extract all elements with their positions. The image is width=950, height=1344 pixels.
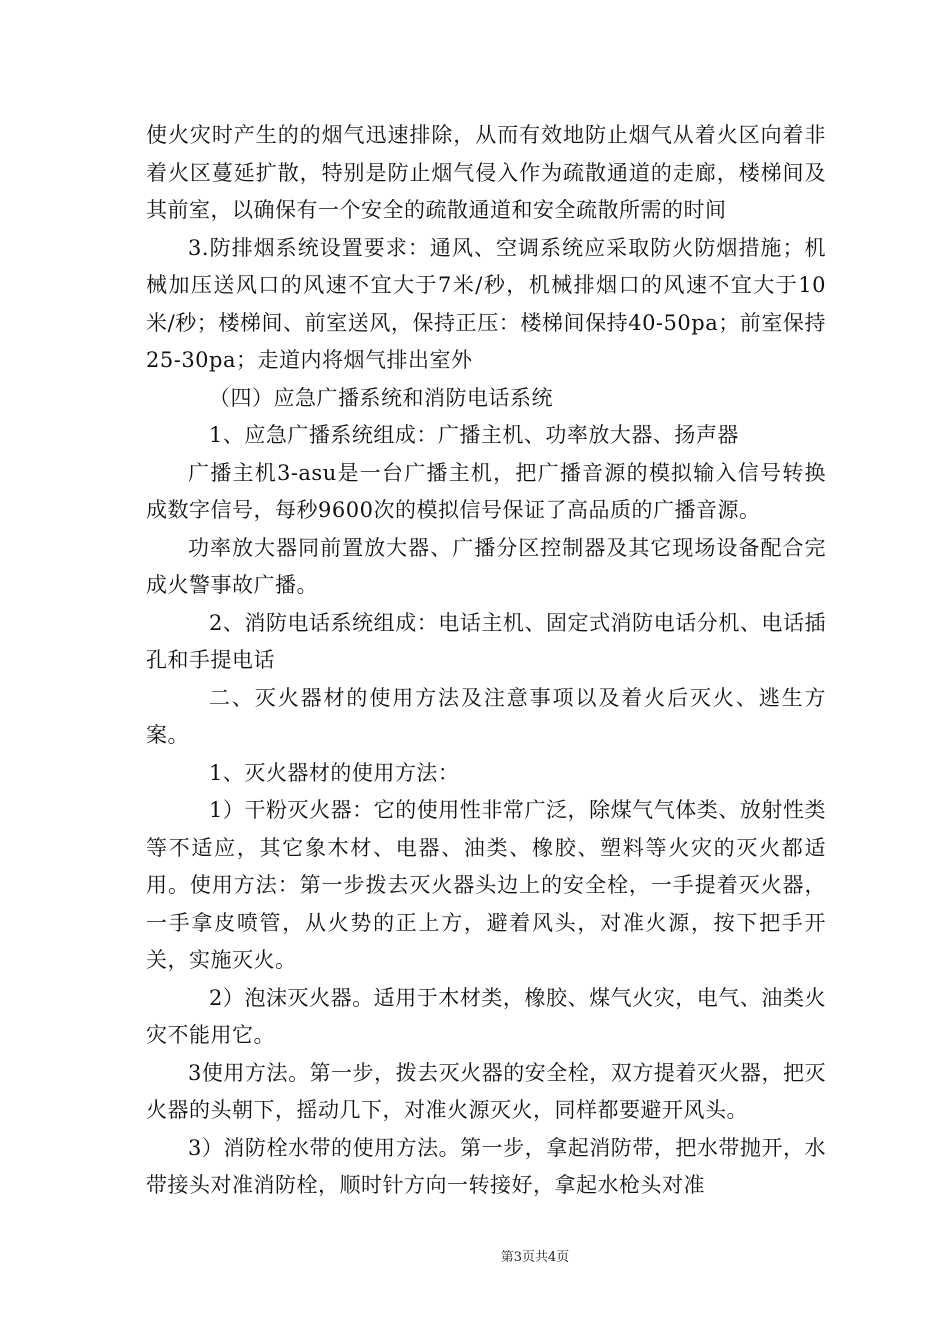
section-heading-broadcast-phone: （四）应急广播系统和消防电话系统 bbox=[209, 385, 553, 410]
subheading-extinguisher-methods: 1、灭火器材的使用方法： bbox=[209, 760, 460, 785]
paragraph-smoke-exhaust-purpose: 使火灾时产生的的烟气迅速排除，从而有效地防止烟气从着火区向着非着火区蔓延扩散，特别是防止烟气侵入作为疏散通道的走廊，楼梯间及其前室，以确保有一个安全的疏散通道和安全疏散所需的时间 bbox=[146, 123, 826, 222]
paragraph-broadcast-host: 广播主机3-asu是一台广播主机，把广播音源的模拟输入信号转换成数字信号，每秒9600次的模拟信号保证了高品质的广播音源。 bbox=[146, 460, 826, 522]
page-footer bbox=[0, 1246, 950, 1265]
paragraph-phone-composition: 2、消防电话系统组成：电话主机、固定式消防电话分机、电话插孔和手提电话 bbox=[146, 610, 826, 672]
paragraph-dry-powder-extinguisher: 1）干粉灭火器：它的使用性非常广泛，除煤气气体类、放射性类等不适应，其它象木材、电器、油类、橡胶、塑料等火灾的灭火都适用。使用方法：第一步拨去灭火器头边上的安全栓，一手提着灭火器，一手拿皮喷管，从火势的正上方，避着风头，对准火源，按下把手开关，实施灭火。 bbox=[146, 798, 826, 972]
paragraph-hydrant-hose-usage: 3）消防栓水带的使用方法。第一步，拿起消防带，把水带抛开，水带接头对准消防栓，顺时针方向一转接好，拿起水枪头对准 bbox=[146, 1135, 826, 1197]
page-number: 第3页共4页 bbox=[500, 1250, 570, 1265]
paragraph-smoke-system-requirements: 3.防排烟系统设置要求：通风、空调系统应采取防火防烟措施；机械加压送风口的风速不宜大于7米/秒，机械排烟口的风速不宜大于10米/秒；楼梯间、前室送风，保持正压：楼梯间保持40-50pa；前室保持25-30pa；走道内将烟气排出室外 bbox=[146, 235, 826, 372]
paragraph-foam-usage-method: 3使用方法。第一步，拨去灭火器的安全栓，双方提着灭火器，把灭火器的头朝下，摇动几下，对准火源灭火，同样都要避开风头。 bbox=[146, 1060, 826, 1122]
paragraph-power-amplifier: 功率放大器同前置放大器、广播分区控制器及其它现场设备配合完成火警事故广播。 bbox=[146, 535, 826, 597]
section-heading-extinguisher-usage: 二、灭火器材的使用方法及注意事项以及着火后灭火、逃生方案。 bbox=[146, 685, 826, 747]
paragraph-foam-extinguisher: 2）泡沫灭火器。适用于木材类，橡胶、煤气火灾，电气、油类火灾不能用它。 bbox=[146, 985, 826, 1047]
document-body bbox=[146, 117, 826, 1205]
paragraph-broadcast-composition: 1、应急广播系统组成：广播主机、功率放大器、扬声器 bbox=[209, 423, 739, 447]
